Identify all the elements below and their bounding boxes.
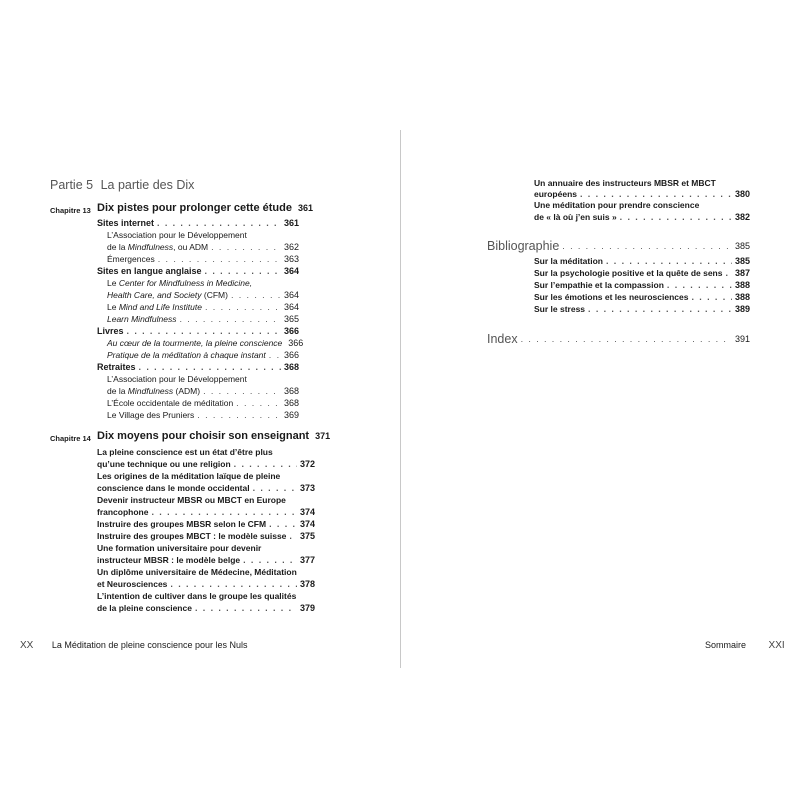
entry-text: instructeur MBSR : le modèle belge [97, 555, 241, 565]
toc-entry[interactable] [534, 304, 750, 316]
leader-dots [195, 603, 297, 615]
page-number: 364 [283, 266, 299, 276]
page-number: 377 [299, 555, 315, 565]
left-footer [20, 640, 247, 651]
chapter-14-entry[interactable] [97, 430, 331, 443]
entry-text: de la Mindfulness (ADM) [107, 386, 201, 396]
toc-entry[interactable] [97, 483, 315, 495]
page-number: 366 [283, 350, 299, 360]
chapter-14-label: Chapitre 14 [50, 434, 91, 443]
leader-dots [269, 350, 281, 362]
page-gutter [400, 130, 401, 668]
toc-entry-line1: Les origines de la méditation laïque de pleine [97, 471, 281, 481]
entry-text: Sur les émotions et les neurosciences [534, 292, 689, 302]
entry-text: de « là où j’en suis » [534, 212, 617, 222]
toc-entry[interactable] [97, 519, 315, 531]
entry-text: Retraites [97, 362, 136, 372]
entry-text: Au cœur de la tourmente, la pleine conscience [107, 338, 283, 348]
page-number: 365 [283, 314, 299, 324]
index-entry[interactable] [487, 332, 750, 346]
toc-entry[interactable] [534, 292, 750, 304]
toc-entry[interactable] [107, 242, 299, 254]
toc-entry[interactable] [534, 280, 750, 292]
section-title: Bibliographie [487, 239, 560, 253]
part-title: La partie des Dix [100, 178, 195, 192]
leader-dots [289, 531, 297, 543]
leader-dots [606, 256, 732, 268]
entry-text: qu’une technique ou une religion [97, 459, 231, 469]
entry-text: Sur la méditation [534, 256, 603, 266]
leader-dots [580, 189, 732, 201]
toc-entry[interactable] [107, 290, 299, 302]
toc-entry[interactable] [107, 350, 299, 362]
page-number: 364 [283, 302, 299, 312]
entry-text: Pratique de la méditation à chaque instant [107, 350, 266, 360]
leader-dots [269, 519, 297, 531]
leader-dots [127, 326, 281, 338]
page-number: 387 [734, 268, 750, 278]
entry-text: Health Care, and Society (CFM) [107, 290, 228, 300]
toc-entry-line1: L’Association pour le Développement [107, 374, 247, 384]
page-number: 362 [283, 242, 299, 252]
page-number: 371 [315, 431, 331, 441]
entry-text: Sites internet [97, 218, 155, 228]
entry-text: Sur le stress [534, 304, 586, 314]
chapter-13-entry[interactable] [97, 202, 314, 215]
page-number: 368 [283, 398, 299, 408]
part-number: Partie 5 [50, 178, 94, 192]
entry-text: francophone [97, 507, 149, 517]
page-number: 373 [299, 483, 315, 493]
page-number: 379 [299, 603, 315, 613]
toc-entry-line1: Un diplôme universitaire de Médecine, Méditation [97, 567, 297, 577]
entry-text: et Neurosciences [97, 579, 168, 589]
toc-entry-line1: L’intention de cultiver dans le groupe les qualités [97, 591, 297, 601]
toc-entry-line1: L’Association pour le Développement [107, 230, 247, 240]
page-number: 389 [734, 304, 750, 314]
toc-entry[interactable] [97, 555, 315, 567]
page-number: 368 [283, 386, 299, 396]
entry-text: Livres [97, 326, 124, 336]
entry-text: Sur la psychologie positive et la quête de sens [534, 268, 723, 278]
entry-text: de la pleine conscience [97, 603, 192, 613]
toc-entry[interactable] [97, 579, 315, 591]
toc-entry[interactable] [97, 218, 299, 230]
leader-dots [139, 362, 281, 374]
toc-entry[interactable] [97, 362, 299, 374]
page-number: 374 [299, 507, 315, 517]
page-number: 385 [734, 241, 750, 251]
page-number: 361 [297, 203, 314, 213]
leader-dots [562, 239, 732, 253]
leader-dots [203, 386, 281, 398]
leader-dots [725, 268, 731, 280]
entry-text: européens [534, 189, 577, 199]
entry-text: Learn Mindfulness [107, 314, 177, 324]
page-number: 369 [283, 410, 299, 420]
entry-text: L’École occidentale de méditation [107, 398, 234, 408]
book-title: La Méditation de pleine conscience pour les Nuls [51, 640, 248, 650]
page-number: 382 [734, 212, 750, 222]
toc-entry[interactable] [534, 268, 750, 280]
page-number: 363 [283, 254, 299, 264]
bibliographie-entry[interactable] [487, 239, 750, 253]
entry-text: Le Mind and Life Institute [107, 302, 202, 312]
leader-dots [170, 579, 297, 591]
page-number: 388 [734, 280, 750, 290]
entry-text: Le Village des Pruniers [107, 410, 195, 420]
leader-dots [243, 555, 297, 567]
leader-dots [234, 459, 297, 471]
toc-entry-line1: Devenir instructeur MBSR ou MBCT en Europe [97, 495, 286, 505]
part-heading [50, 178, 194, 192]
toc-entry[interactable] [97, 507, 315, 519]
entry-text: de la Mindfulness, ou ADM [107, 242, 209, 252]
page-number: 374 [299, 519, 315, 529]
leader-dots [197, 410, 281, 422]
toc-entry[interactable] [97, 459, 315, 471]
entry-text: Sur l’empathie et la compassion [534, 280, 664, 290]
toc-entry[interactable] [97, 326, 299, 338]
leader-dots [211, 242, 281, 254]
leader-dots [236, 398, 281, 410]
page-number: 378 [299, 579, 315, 589]
toc-entry[interactable] [107, 398, 299, 410]
toc-entry-line1: Un annuaire des instructeurs MBSR et MBCT [534, 178, 716, 188]
toc-entry[interactable] [97, 266, 299, 278]
leader-dots [157, 218, 281, 230]
leader-dots [521, 332, 732, 346]
toc-entry-line1: Le Center for Mindfulness in Medicine, [107, 278, 253, 288]
page-folio: XXI [768, 640, 785, 651]
toc-entry-line1: Une méditation pour prendre conscience [534, 200, 700, 210]
leader-dots [620, 212, 732, 224]
toc-entry-line1: Une formation universitaire pour devenir [97, 543, 262, 553]
page-number: 388 [734, 292, 750, 302]
toc-entry[interactable] [97, 603, 315, 615]
toc-entry[interactable] [107, 410, 299, 422]
toc-entry[interactable] [107, 254, 299, 266]
right-footer [705, 640, 785, 651]
toc-entry[interactable] [534, 189, 750, 201]
page-number: 380 [734, 189, 750, 199]
toc-entry[interactable] [107, 338, 304, 350]
section-name: Sommaire [705, 640, 747, 650]
page-number: 368 [283, 362, 299, 372]
entry-text: conscience dans le monde occidental [97, 483, 250, 493]
leader-dots [253, 483, 297, 495]
entry-text: Instruire des groupes MBSR selon le CFM [97, 519, 267, 529]
leader-dots [667, 280, 732, 292]
page-number: 366 [283, 326, 299, 336]
leader-dots [588, 304, 732, 316]
chapter-title: Dix moyens pour choisir son enseignant [97, 430, 310, 442]
page-number: 372 [299, 459, 315, 469]
page-number: 364 [283, 290, 299, 300]
leader-dots [205, 302, 281, 314]
toc-entry[interactable] [97, 531, 315, 543]
toc-entry[interactable] [107, 386, 299, 398]
toc-entry-line1: La pleine conscience est un état d’être plus [97, 447, 273, 457]
leader-dots [179, 314, 281, 326]
page-number: 361 [283, 218, 299, 228]
entry-text: Émergences [107, 254, 155, 264]
page-number: 385 [734, 256, 750, 266]
toc-entry[interactable] [534, 256, 750, 268]
page-number: 366 [288, 338, 304, 348]
toc-entry[interactable] [107, 314, 299, 326]
leader-dots [151, 507, 296, 519]
leader-dots [691, 292, 731, 304]
leader-dots [158, 254, 281, 266]
entry-text: Sites en langue anglaise [97, 266, 202, 276]
toc-entry[interactable] [107, 302, 299, 314]
entry-text: Instruire des groupes MBCT : le modèle suisse [97, 531, 287, 541]
leader-dots [205, 266, 281, 278]
page-number: 375 [299, 531, 315, 541]
chapter-13-label: Chapitre 13 [50, 206, 91, 215]
page-folio: XX [20, 640, 34, 651]
chapter-title: Dix pistes pour prolonger cette étude [97, 202, 292, 214]
page-number: 391 [734, 334, 750, 344]
section-title: Index [487, 332, 518, 346]
toc-entry[interactable] [534, 212, 750, 224]
leader-dots [231, 290, 281, 302]
